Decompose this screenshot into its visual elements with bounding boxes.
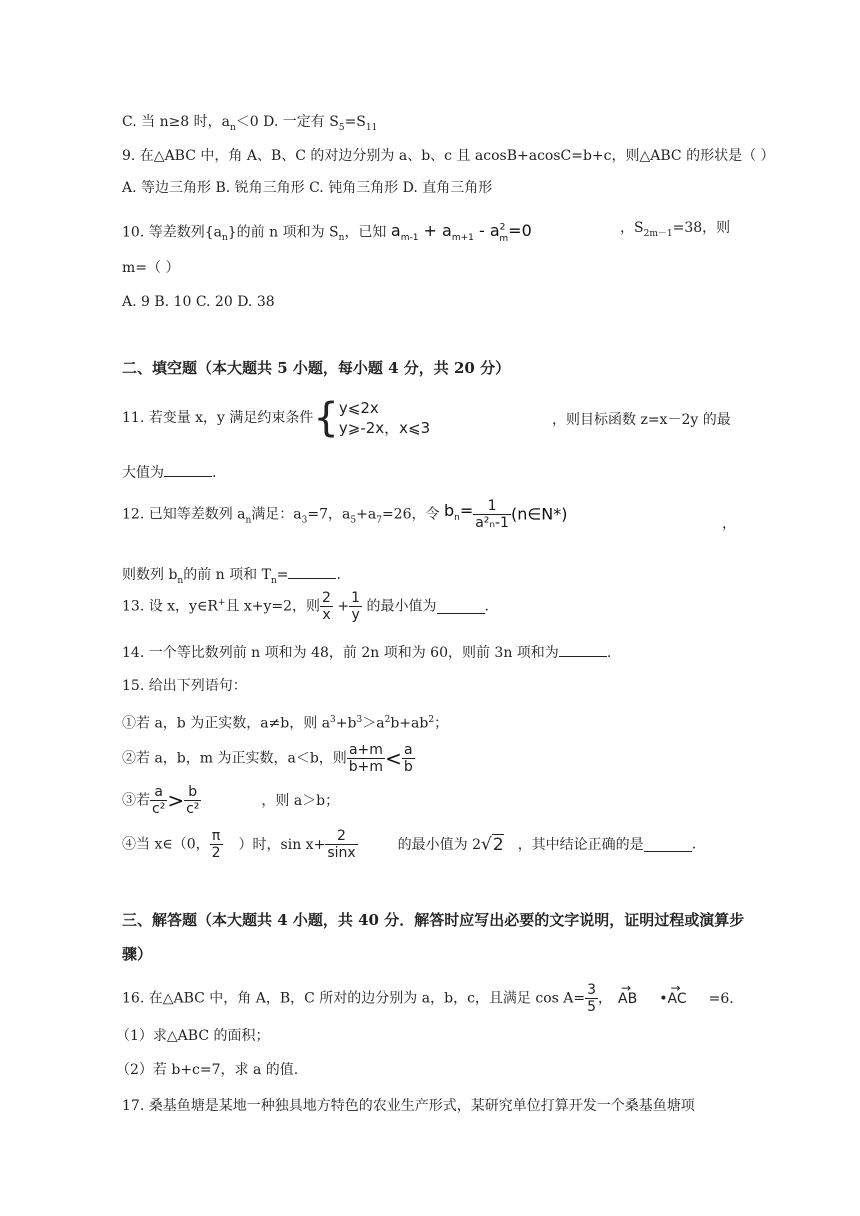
- q13-frac2: [349, 590, 362, 623]
- q8-text-b: ＜0 D. 一定有 S: [235, 114, 339, 130]
- q16-part1: （1）求△ABC 的面积；: [116, 1028, 270, 1044]
- q16-n: 3: [587, 982, 597, 998]
- q12-end: .: [336, 567, 341, 583]
- q11-answer-blank[interactable]: [164, 462, 212, 477]
- q13-stem: [122, 590, 489, 623]
- q12-l2sub2: n: [270, 575, 277, 586]
- section3-title-l2: 骤）: [122, 945, 153, 963]
- q13-plus: +: [337, 598, 350, 615]
- q8-text-c: =S: [344, 114, 366, 130]
- q15-sup-a: 3: [330, 715, 336, 725]
- q12-s7: 7: [376, 515, 382, 526]
- q10-mid2: ，已知: [344, 224, 387, 241]
- q15-s4n: π: [210, 828, 223, 845]
- q15-s2-frac2: [402, 742, 415, 775]
- q15-end: .: [691, 836, 697, 853]
- q8-options: [122, 112, 377, 138]
- q12-bn: [443, 500, 474, 524]
- q16-comma: ，: [598, 990, 613, 1007]
- q10-sub-2: n: [338, 233, 345, 244]
- q13-mid: 且 x+y=2，则: [225, 598, 321, 615]
- q15-s2a: ②若 a，b，m 为正实数，a＜b，则: [122, 750, 347, 767]
- q15-s2-frac1: [347, 742, 385, 775]
- q15-s1d: b+ab: [390, 715, 429, 732]
- q11-end: .: [212, 465, 217, 481]
- q10-stem: [122, 218, 532, 249]
- q15-s4b: ）时，sin x+: [238, 836, 326, 853]
- q12-prefix: 12. 已知等差数列 a: [122, 506, 246, 523]
- q14-stem: [122, 642, 611, 663]
- q11-cond1: y⩽2x: [338, 399, 379, 417]
- q12-sub: n: [245, 515, 252, 526]
- q15-s1c: ＞a: [362, 715, 385, 732]
- q9-options: A. 等边三角形 B. 锐角三角形 C. 钝角三角形 D. 直角三角形: [122, 180, 493, 196]
- q10-f-sup: 2: [499, 223, 506, 233]
- q13-end: .: [484, 598, 489, 615]
- q10-f-minus: - a: [473, 221, 500, 241]
- q13-n1: 2: [322, 590, 331, 606]
- q8-text-a: C. 当 n≥8 时，a: [122, 114, 231, 130]
- q10-f-a: a: [390, 221, 401, 241]
- q15-s4a: ④当 x∈（0，: [122, 836, 210, 853]
- q10-options: A. 9 B. 10 C. 20 D. 38: [122, 294, 275, 310]
- q8-sub-n: n: [230, 122, 236, 133]
- q11-system: [339, 398, 430, 438]
- q11-cond2: y⩾-2x，x⩽3: [338, 419, 431, 437]
- q12-comma: ，: [722, 516, 736, 532]
- q10-sub: n: [221, 233, 228, 244]
- q15-s3n2: b: [184, 784, 201, 801]
- q15-sup-b: 3: [356, 715, 363, 725]
- q10-f-plus: + a: [418, 221, 452, 241]
- q15-s2n1: a+m: [347, 742, 385, 759]
- q13-n2: 1: [351, 590, 361, 606]
- q15-s4d: 2: [211, 845, 221, 861]
- q15-s1e: ；: [434, 715, 449, 732]
- q15-s2: [122, 742, 415, 775]
- q12-line2: [122, 564, 341, 591]
- q10-s: ，S: [620, 220, 644, 236]
- q15-s4-frac2: [325, 828, 357, 861]
- q15-s4-frac1: [210, 828, 223, 861]
- q16-dot: •: [659, 990, 668, 1007]
- q12-p3: =7，a: [307, 506, 351, 523]
- q13-sup: +: [217, 597, 226, 608]
- q10-s-sub: 2m－1: [643, 228, 673, 239]
- q15-s1: [122, 710, 448, 734]
- q12-answer-blank[interactable]: [288, 564, 336, 579]
- q12-p2: 满足：a: [251, 506, 302, 523]
- q10-f-eq: =0: [508, 221, 532, 241]
- q12-cond: (n∈N*): [510, 504, 568, 524]
- q12-l2b: 的前 n 项和 T: [183, 567, 271, 583]
- q10-mid: }的前 n 项和为 S: [227, 224, 339, 241]
- q15-sup-c: 2: [384, 715, 391, 725]
- q15-s1a: ①若 a，b 为正实数，a≠b，则 a: [122, 715, 331, 732]
- q11-prefix: 11. 若变量 x，y 满足约束条件: [122, 410, 314, 426]
- q10-tail-text: =38，则: [672, 220, 731, 236]
- q12-p4: +a: [356, 506, 377, 523]
- q17-stem: 17. 桑基鱼塘是某地一种独具地方特色的农业生产形式，某研究单位打算开发一个桑基鱼塘项: [122, 1098, 695, 1114]
- q16-frac: [585, 982, 598, 1015]
- q16-text: 16. 在△ABC 中，角 A，B，C 所对的边分别为 a，b，c，且满足 cos A=: [122, 990, 586, 1007]
- q12-l2c: =: [276, 567, 289, 583]
- q15-s4e: ，其中结论正确的是: [517, 836, 644, 853]
- q13-answer-blank[interactable]: [437, 599, 485, 614]
- q10-prefix: 10. 等差数列{a: [122, 224, 222, 241]
- q15-s2lt: <: [385, 746, 402, 771]
- q10-formula: [390, 221, 532, 244]
- q10-f-sub1: m-1: [400, 233, 419, 244]
- q14-end: .: [606, 645, 612, 661]
- q15-sqrt-rad: 2: [492, 834, 504, 855]
- q12-l2a: 则数列 b: [122, 567, 178, 583]
- q15-s3gt: >: [167, 788, 185, 813]
- q16-stem: [122, 982, 734, 1015]
- q11-tail: ，则目标函数 z=x－2y 的最: [552, 412, 731, 428]
- q15-s3b: ，则 a＞b；: [261, 792, 340, 809]
- q15-s4n2: 2: [325, 828, 357, 845]
- q15-s4d2: sinx: [327, 845, 356, 861]
- q15-s3d1: c²: [152, 801, 166, 817]
- q15-sqrt: √2: [481, 834, 504, 855]
- q16-vector-ac: → AC: [667, 989, 686, 1009]
- q15-s3a: ③若: [122, 792, 150, 809]
- q11-stem: [122, 395, 431, 441]
- q11-brace: {: [313, 395, 339, 441]
- q12-num: 1: [473, 498, 511, 515]
- q16-d: 5: [587, 999, 597, 1015]
- q8-sub-11: 11: [365, 122, 378, 133]
- q12-s5: 5: [350, 515, 357, 526]
- q12-eq: =: [459, 500, 474, 520]
- q15-s2n2: a: [402, 742, 415, 759]
- q13-frac1: [320, 590, 333, 623]
- q15-s3: [122, 784, 339, 817]
- q15-s2d2: b: [403, 759, 413, 775]
- q13-d1: x: [322, 607, 331, 623]
- q15-answer-blank[interactable]: [644, 837, 692, 852]
- q15-s4: [122, 828, 696, 861]
- q9-stem: 9. 在△ABC 中，角 A、B、C 的对边分别为 a、b、c 且 acosB+acosC=b+c，则△ABC 的形状是（ ）: [122, 148, 775, 164]
- q12-p5: =26，令: [381, 506, 440, 523]
- q15-sup-d: 2: [428, 715, 435, 725]
- q11-line2: [122, 462, 216, 483]
- q10-f-sub3: m: [499, 233, 509, 244]
- q12-fraction: [473, 498, 511, 531]
- q16-part2: （2）若 b+c=7，求 a 的值.: [116, 1062, 299, 1078]
- q16-tail: =6.: [708, 990, 734, 1007]
- q10-f-sub2: m+1: [451, 233, 474, 244]
- q8-sub-5: 5: [338, 122, 345, 133]
- q12-b: b: [443, 500, 455, 520]
- q12-stem: [122, 498, 567, 531]
- q13-prefix: 13. 设 x，y∈R: [122, 598, 218, 615]
- q15-s4c: 的最小值为 2: [397, 836, 482, 853]
- q16-vector-ab: → AB: [618, 989, 637, 1009]
- q15-s2d1: b+m: [348, 759, 384, 775]
- q11-line2-text: 大值为: [122, 465, 164, 481]
- q13-d2: y: [351, 607, 360, 623]
- q15-s3-frac2: [184, 784, 201, 817]
- section2-title: 二、填空题（本大题共 5 小题，每小题 4 分，共 20 分）: [122, 359, 511, 377]
- q15-s1b: +b: [335, 715, 357, 732]
- q10-tail: [620, 218, 730, 244]
- q12-den: a²ₙ-1: [475, 515, 509, 531]
- q10-line2: m=（ ）: [122, 260, 180, 276]
- section3-title-l1: 三、解答题（本大题共 4 小题，共 40 分．解答时应写出必要的文字说明，证明过程或演算步: [122, 911, 745, 929]
- q12-b-sub: n: [454, 513, 460, 524]
- q13-tail: 的最小值为: [366, 598, 437, 615]
- q14-text: 14. 一个等比数列前 n 项和为 48，前 2n 项和为 60，则前 3n 项和为: [122, 645, 559, 661]
- q12-s3: 3: [301, 515, 308, 526]
- q15-s3n1: a: [150, 784, 167, 801]
- q15-s3-frac1: [150, 784, 167, 817]
- q15-stem: 15. 给出下列语句：: [122, 678, 247, 694]
- q12-l2sub: n: [177, 575, 184, 586]
- q15-s3d2: c²: [186, 801, 200, 817]
- q14-answer-blank[interactable]: [559, 642, 607, 657]
